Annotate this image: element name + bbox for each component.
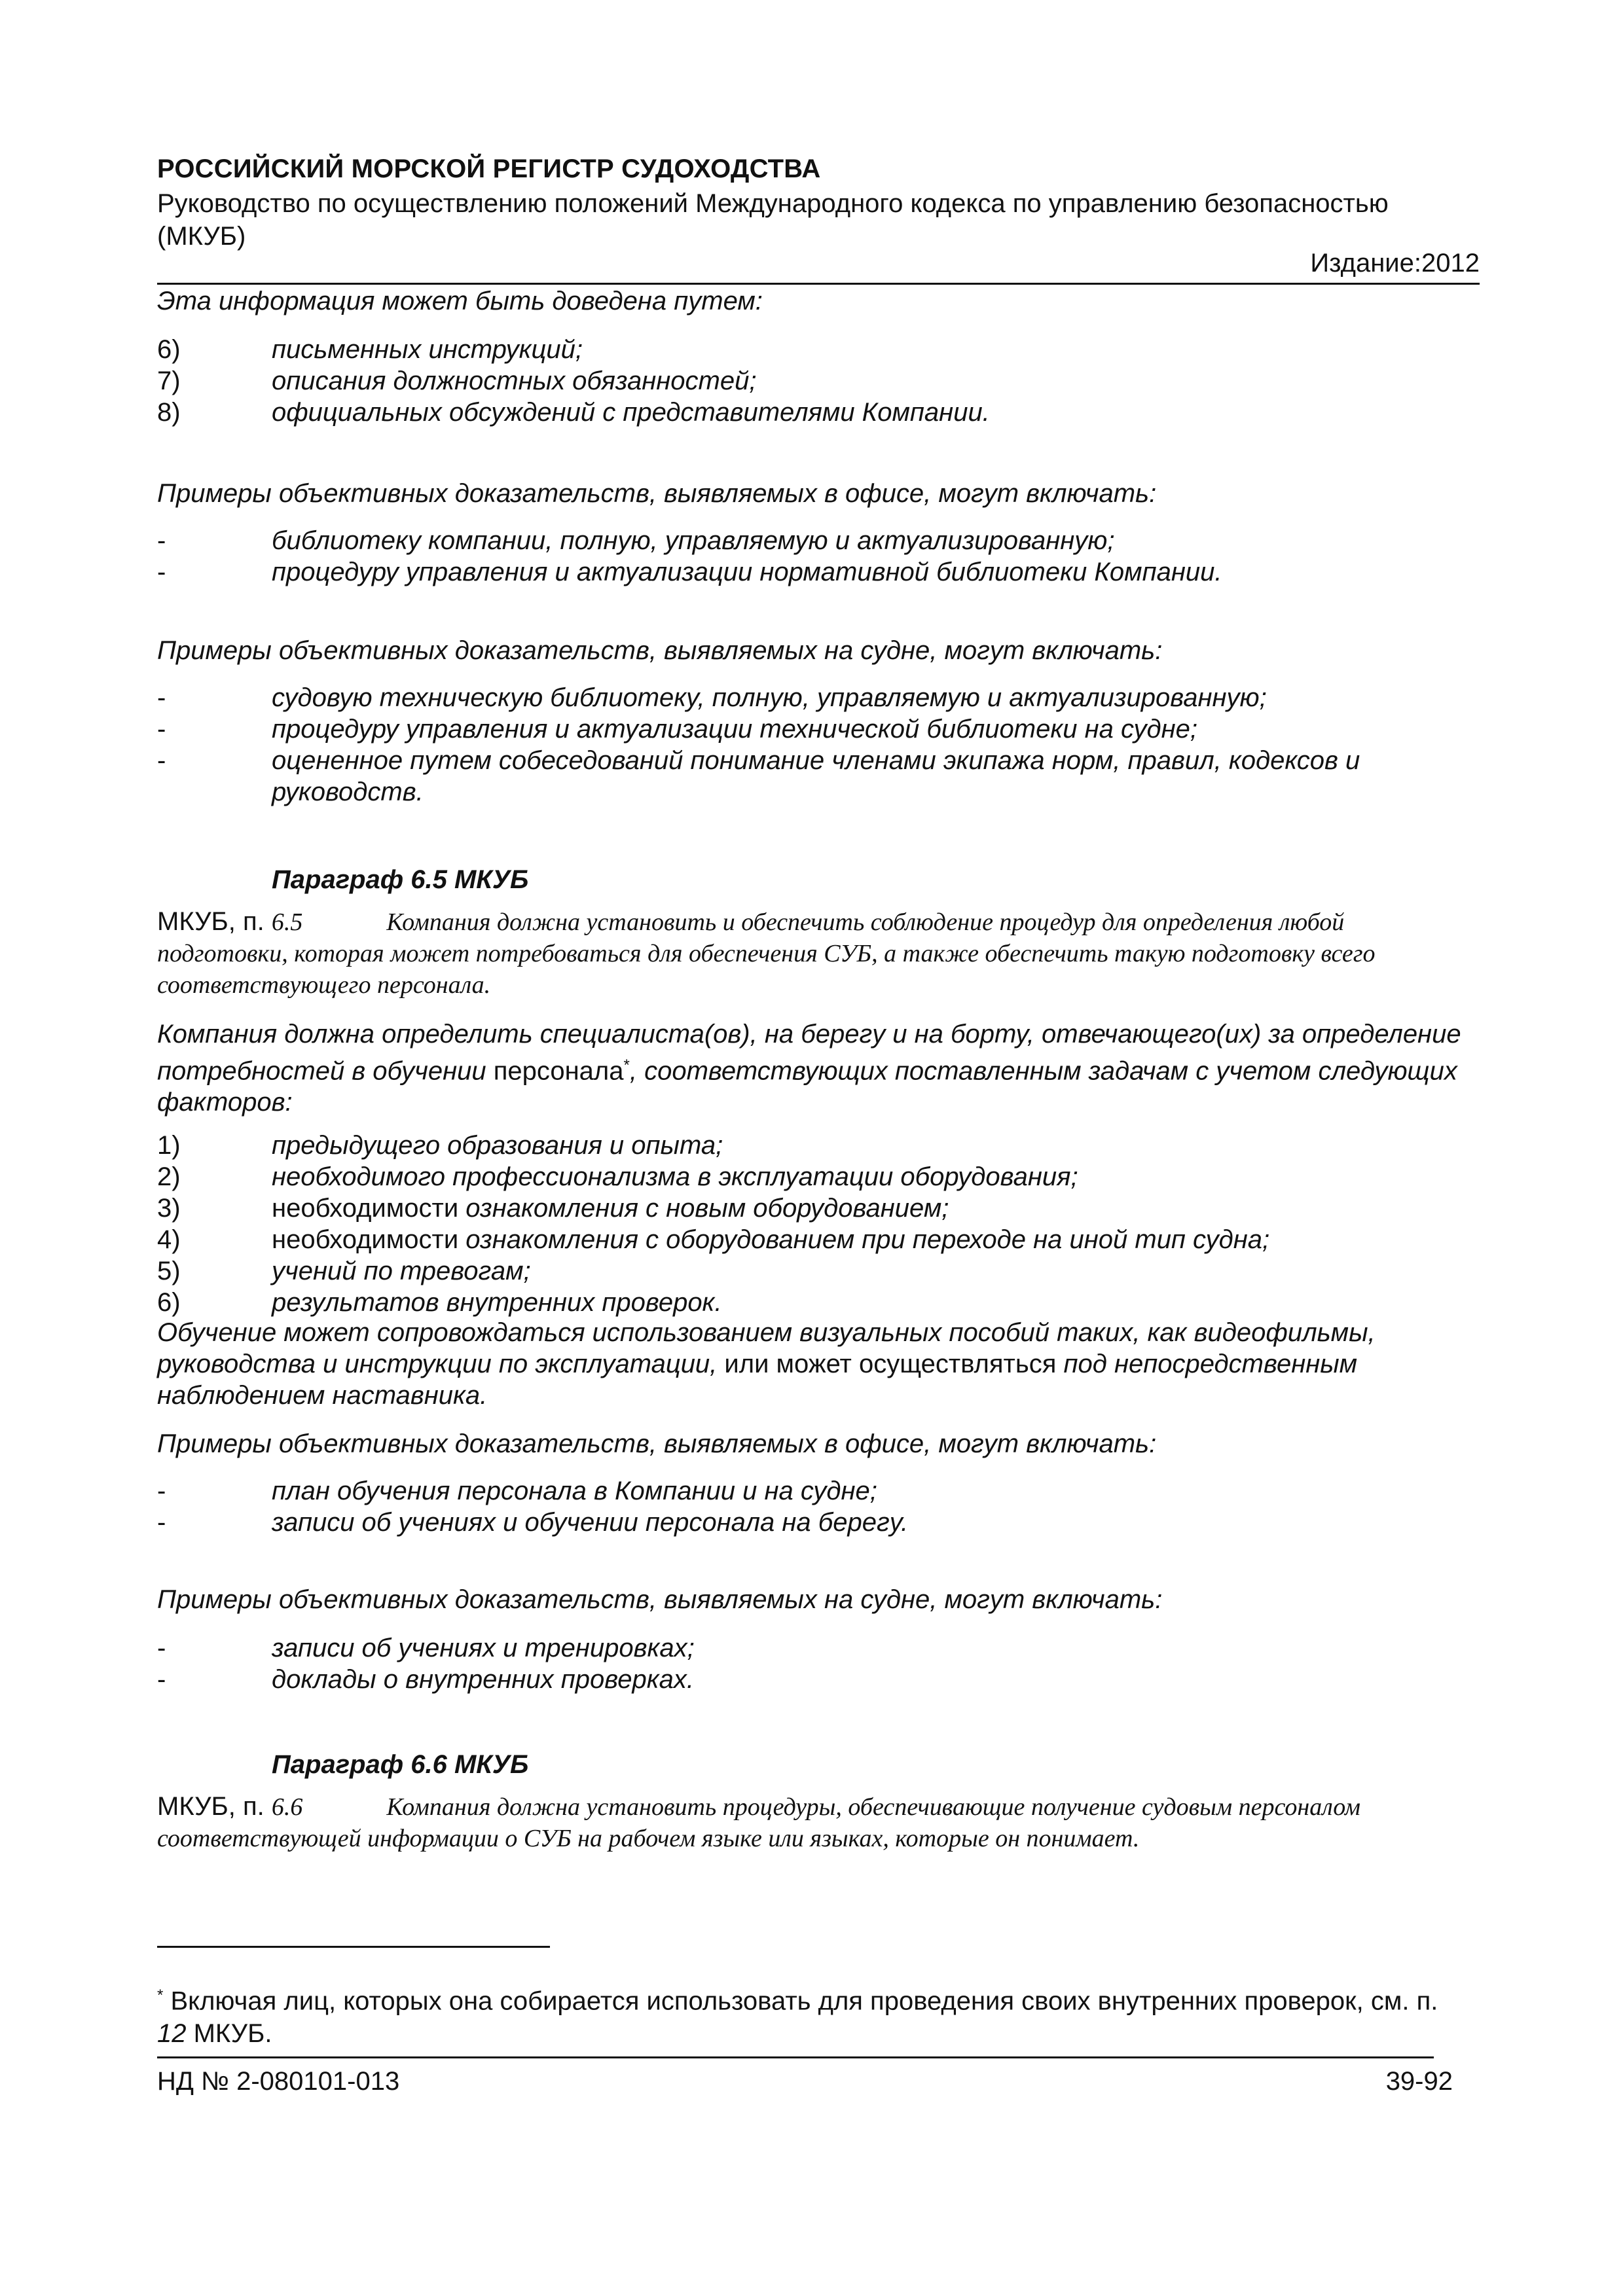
clause-ref-number: 6.5 — [271, 908, 303, 936]
list-item — [157, 1161, 1473, 1193]
list-marker: 6) — [157, 335, 181, 364]
clause-ref-prefix: МКУБ, п. — [157, 907, 272, 936]
footnote-text: МКУБ. — [186, 2019, 272, 2049]
page-number: 39-92 — [1385, 2067, 1453, 2096]
list-item — [157, 682, 1473, 713]
list-text: письменных инструкций; — [272, 335, 583, 364]
ship-evidence-intro: Примеры объективных доказательств, выявляемых на судне, могут включать: — [157, 636, 1163, 665]
list-marker: 5) — [157, 1257, 181, 1285]
body-text: , соответствующих поставленным задачам с учетом следующих факторов: — [157, 1056, 1457, 1117]
list-marker: 4) — [157, 1225, 181, 1254]
section-heading-6-5: Параграф 6.5 МКУБ — [272, 865, 529, 894]
training-factors-list — [157, 1130, 1473, 1318]
list-text: ознакомления с оборудованием при переходе на иной тип судна; — [465, 1225, 1270, 1254]
list-item — [157, 1255, 1473, 1287]
ship-evidence-intro: Примеры объективных доказательств, выявляемых на судне, могут включать: — [157, 1585, 1163, 1614]
list-text: описания должностных обязанностей; — [272, 367, 757, 395]
list-text-plain: необходимости — [272, 1225, 466, 1254]
footnote-ref: 12 — [157, 2019, 187, 2049]
list-text: доклады о внутренних проверках. — [272, 1665, 694, 1694]
footnote-text: Включая лиц, которых она собирается использовать для проведения своих внутренних проверок, см. п. — [163, 1986, 1438, 2016]
training-responsibility-paragraph — [157, 1018, 1473, 1118]
footnote — [157, 1979, 1473, 2050]
info-method-list — [157, 334, 1473, 428]
body-plain-text: или может осуществляться — [724, 1350, 1057, 1378]
office-evidence-intro: Примеры объективных доказательств, выявляемых в офисе, могут включать: — [157, 1429, 1157, 1458]
footnote-mark: * — [157, 1986, 164, 2004]
document-number: НД № 2-080101-013 — [157, 2067, 400, 2096]
list-marker: 8) — [157, 398, 181, 427]
list-text: судовую техническую библиотеку, полную, управляемую и актуализированную; — [272, 683, 1267, 712]
list-marker: 1) — [157, 1131, 181, 1160]
organization-name: РОССИЙСКИЙ МОРСКОЙ РЕГИСТР СУДОХОДСТВА — [157, 154, 821, 183]
list-marker: 7) — [157, 367, 181, 395]
training-methods-paragraph — [157, 1317, 1473, 1411]
body-plain-text: персонала — [493, 1056, 624, 1086]
clause-text: Компания должна установить и обеспечить соблюдение процедур для определения любой подготовки, которая может потребоваться для обеспечения СУБ, а также обеспечить такую подготовку всего соответствующего персонала. — [157, 908, 1376, 999]
list-item — [157, 525, 1473, 556]
list-text-wrap — [272, 1224, 1470, 1255]
footer-divider — [157, 2056, 1434, 2058]
list-text: записи об учениях и обучении персонала на берегу. — [272, 1508, 909, 1537]
ship-evidence-list — [157, 1632, 1473, 1695]
list-text: оцененное путем собеседований понимание членами экипажа норм, правил, кодексов и руководств. — [272, 746, 1360, 806]
list-marker: - — [157, 1665, 166, 1694]
header-divider — [157, 283, 1480, 285]
clause-ref-number: 6.6 — [271, 1793, 303, 1821]
list-text-wrap — [272, 1193, 1470, 1224]
list-text: официальных обсуждений с представителями Компании. — [272, 398, 990, 427]
list-item — [157, 745, 1473, 808]
list-item — [157, 365, 1473, 397]
list-text: записи об учениях и тренировках; — [272, 1634, 695, 1662]
list-item — [157, 1130, 1473, 1161]
list-marker: - — [157, 1477, 166, 1505]
list-text: библиотеку компании, полную, управляемую и актуализированную; — [272, 526, 1115, 555]
clause-ref-prefix: МКУБ, п. — [157, 1792, 272, 1821]
list-text: процедуру управления и актуализации технической библиотеки на судне; — [272, 715, 1198, 744]
list-marker: - — [157, 746, 166, 775]
list-item — [157, 397, 1473, 428]
ship-evidence-list — [157, 682, 1473, 808]
ism-clause-6-6 — [157, 1791, 1473, 1854]
list-text: предыдущего образования и опыта; — [272, 1131, 723, 1160]
list-marker: - — [157, 1508, 166, 1537]
footnote-divider — [157, 1946, 550, 1948]
list-marker: 6) — [157, 1288, 181, 1317]
list-item — [157, 1664, 1473, 1695]
list-item — [157, 1632, 1473, 1664]
list-item — [157, 713, 1473, 745]
list-item — [157, 1193, 1473, 1224]
list-text: процедуру управления и актуализации нормативной библиотеки Компании. — [272, 558, 1222, 586]
info-intro: Эта информация может быть доведена путем: — [157, 287, 763, 315]
list-item — [157, 1287, 1473, 1318]
office-evidence-list — [157, 525, 1473, 588]
list-text: план обучения персонала в Компании и на судне; — [272, 1477, 877, 1505]
list-text: необходимого профессионализма в эксплуатации оборудования; — [272, 1162, 1078, 1191]
list-marker: - — [157, 526, 166, 555]
list-marker: 2) — [157, 1162, 181, 1191]
office-evidence-intro: Примеры объективных доказательств, выявляемых в офисе, могут включать: — [157, 479, 1157, 508]
list-marker: - — [157, 1634, 166, 1662]
body-text: под непосредственным наблюдением наставника. — [157, 1350, 1358, 1410]
ism-clause-6-5 — [157, 906, 1473, 1001]
list-text: результатов внутренних проверок. — [272, 1288, 722, 1317]
body-text: Компания должна определить специалиста(ов), на берегу и на борту, отвечающего(их) за определение потребностей в обучении — [157, 1020, 1461, 1086]
list-item — [157, 556, 1473, 588]
list-text: учений по тревогам; — [272, 1257, 531, 1285]
edition-label: Издание:2012 — [1310, 249, 1480, 278]
list-item — [157, 1475, 1473, 1507]
list-item — [157, 1507, 1473, 1538]
footnote-ref: * — [623, 1056, 630, 1074]
list-item — [157, 334, 1473, 365]
list-marker: - — [157, 683, 166, 712]
list-text: ознакомления с новым оборудованием; — [465, 1194, 949, 1223]
office-evidence-list — [157, 1475, 1473, 1538]
list-marker: 3) — [157, 1194, 181, 1223]
section-heading-6-6: Параграф 6.6 МКУБ — [272, 1750, 529, 1779]
body-text: Обучение может сопровождаться использованием визуальных пособий таких, как видеофильмы, руководства и инструкции по эксплуатации, — [157, 1318, 1376, 1378]
document-title: Руководство по осуществлению положений Международного кодекса по управлению безопасностью (МКУБ) — [157, 189, 1389, 251]
list-text-plain: необходимости — [272, 1194, 466, 1223]
clause-text: Компания должна установить процедуры, обеспечивающие получение судовым персоналом соответствующей информации о СУБ на рабочем языке или языках, которые он понимает. — [157, 1793, 1361, 1852]
list-marker: - — [157, 558, 166, 586]
list-marker: - — [157, 715, 166, 744]
list-item — [157, 1224, 1473, 1255]
